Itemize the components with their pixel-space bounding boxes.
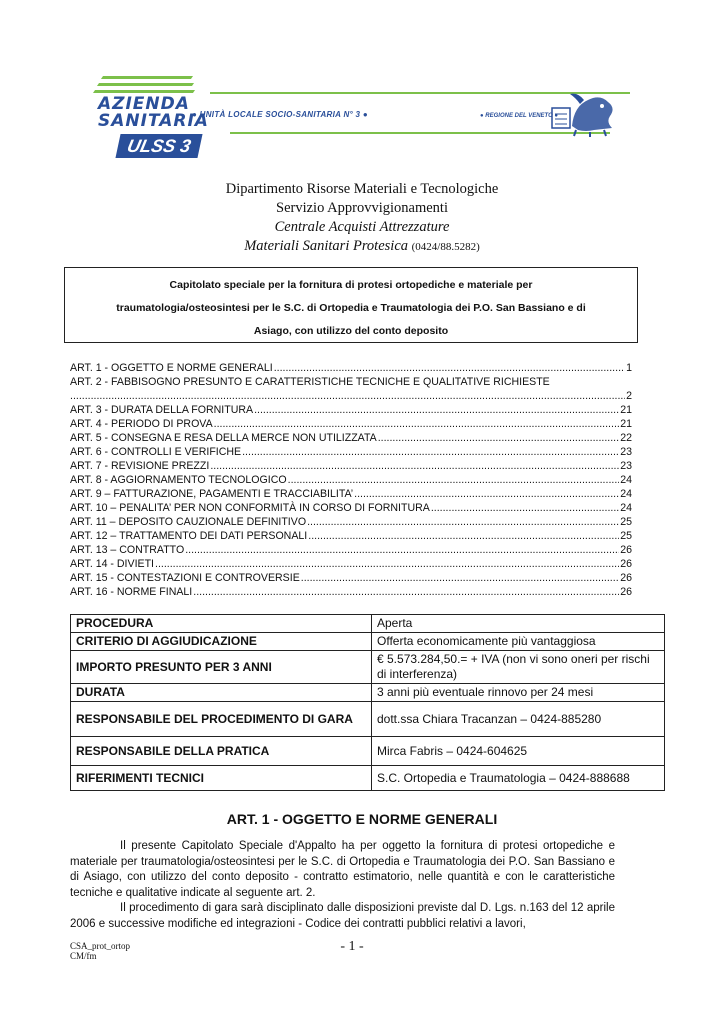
row-key: RESPONSABILE DELLA PRATICA	[71, 737, 372, 766]
central-purchasing-line: Centrale Acquisti Attrezzature	[274, 219, 450, 235]
table-row	[71, 702, 665, 737]
department-line: Dipartimento Risorse Materiali e Tecnologiche	[225, 181, 499, 197]
paragraph: Il presente Capitolato Speciale d'Appalto ha per oggetto la fornitura di protesi ortopediche e materiale per traumatologia/osteosintesi per le S.C. di Ortopedia e Traumatologia dei P.O. San Bassiano e di Asiago, con utilizzo del conto deposito - contratto estimatorio, nelle quantità e con le caratteristiche tecniche e qualitative indicate al seguente art. 2.	[70, 840, 615, 899]
logo-subtitle: ● UNITÀ LOCALE SOCIO-SANITARIA N° 3 ●	[192, 110, 368, 119]
ulss-logo	[80, 66, 640, 166]
table-row	[71, 651, 665, 684]
toc-entry[interactable]: ART. 5 - CONSEGNA E RESA DELLA MERCE NON UTILIZZATA ..... 22	[70, 431, 632, 445]
row-key: RIFERIMENTI TECNICI	[71, 766, 372, 791]
table-row	[71, 684, 665, 702]
document-title-box	[64, 267, 638, 343]
toc-entry[interactable]: ART. 1 - OGGETTO E NORME GENERALI ..... 1	[70, 361, 632, 375]
toc-entry[interactable]: ART. 4 - PERIODO DI PROVA ..... 21	[70, 417, 632, 431]
toc-entry[interactable]: ART. 13 – CONTRATTO ..... 26	[70, 543, 632, 557]
row-value: 3 anni più eventuale rinnovo per 24 mesi	[372, 684, 665, 702]
toc-entry[interactable]: ART. 14 - DIVIETI ..... 26	[70, 557, 632, 571]
row-value: Offerta economicamente più vantaggiosa	[372, 633, 665, 651]
row-value: Mirca Fabris – 0424-604625	[372, 737, 665, 766]
table-of-contents	[70, 361, 632, 599]
row-key: PROCEDURA	[71, 615, 372, 633]
title-line: traumatologia/osteosintesi per le S.C. di Ortopedia e Traumatologia dei P.O. San Bassiano e di	[116, 302, 586, 314]
toc-entry[interactable]: ART. 16 - NORME FINALI ..... 26	[70, 585, 632, 599]
phone-number: (0424/88.5282)	[411, 241, 480, 253]
row-value: € 5.573.284,50.= + IVA (non vi sono oneri per rischi di interferenza)	[372, 651, 665, 684]
toc-entry[interactable]: ART. 2 - FABBISOGNO PRESUNTO E CARATTERISTICHE TECNICHE E QUALITATIVE RICHIESTE	[70, 376, 550, 388]
materials-line: Materiali Sanitari Protesica (0424/88.5282)	[244, 238, 480, 254]
toc-entry[interactable]: ART. 10 – PENALITA’ PER NON CONFORMITÀ IN CORSO DI FORNITURA ..... 24	[70, 501, 632, 515]
lion-of-venice-icon	[550, 86, 620, 138]
procedure-info-table	[70, 614, 665, 791]
page-number: - 1 -	[340, 939, 364, 954]
regione-label: ● REGIONE DEL VENETO ●	[480, 113, 559, 119]
toc-entry[interactable]: ART. 7 - REVISIONE PREZZI ..... 23	[70, 459, 632, 473]
toc-entry[interactable]: ART. 8 - AGGIORNAMENTO TECNOLOGICO ..... 24	[70, 473, 632, 487]
article-heading: ART. 1 - OGGETTO E NORME GENERALI	[226, 811, 498, 827]
table-row	[71, 737, 665, 766]
row-value: S.C. Ortopedia e Traumatologia – 0424-888688	[372, 766, 665, 791]
logo-text: AZIENDA SANITARIA	[98, 94, 209, 131]
toc-entry[interactable]: ART. 11 – DEPOSITO CAUZIONALE DEFINITIVO ..... 25	[70, 515, 632, 529]
paragraph: Il procedimento di gara sarà disciplinato dalle disposizioni previste dal D. Lgs. n.163 del 12 aprile 2006 e successive modifiche ed integrazioni - Codice dei contratti pubblici relativi a lavori,	[70, 902, 615, 930]
row-key: RESPONSABILE DEL PROCEDIMENTO DI GARA	[71, 702, 372, 737]
row-key: IMPORTO PRESUNTO PER 3 ANNI	[71, 651, 372, 684]
toc-entry[interactable]: ART. 15 - CONTESTAZIONI E CONTROVERSIE ..... 26	[70, 571, 632, 585]
ulss-badge: ULSS 3	[115, 134, 202, 158]
row-value: Aperta	[372, 615, 665, 633]
title-line: Capitolato speciale per la fornitura di protesi ortopediche e materiale per	[169, 279, 533, 291]
article-body	[70, 839, 615, 932]
toc-entry[interactable]: ART. 3 - DURATA DELLA FORNITURA ..... 21	[70, 403, 632, 417]
table-row	[71, 766, 665, 791]
toc-entry[interactable]: ..... 2	[70, 389, 632, 403]
department-heading	[140, 180, 584, 257]
title-line: Asiago, con utilizzo del conto deposito	[253, 325, 449, 337]
footer-file-reference: CSA_prot_ortop CM/fm	[70, 941, 131, 961]
row-key: DURATA	[71, 684, 372, 702]
toc-entry[interactable]: ART. 6 - CONTROLLI E VERIFICHE ..... 23	[70, 445, 632, 459]
table-row	[71, 633, 665, 651]
service-line: Servizio Approvvigionamenti	[276, 200, 448, 216]
toc-entry[interactable]: ART. 9 – FATTURAZIONE, PAGAMENTI E TRACCIABILITA’ ..... 24	[70, 487, 632, 501]
row-key: CRITERIO DI AGGIUDICAZIONE	[71, 633, 372, 651]
table-row	[71, 615, 665, 633]
toc-entry[interactable]: ART. 12 – TRATTAMENTO DEI DATI PERSONALI ..... 25	[70, 529, 632, 543]
row-value: dott.ssa Chiara Tracanzan – 0424-885280	[372, 702, 665, 737]
